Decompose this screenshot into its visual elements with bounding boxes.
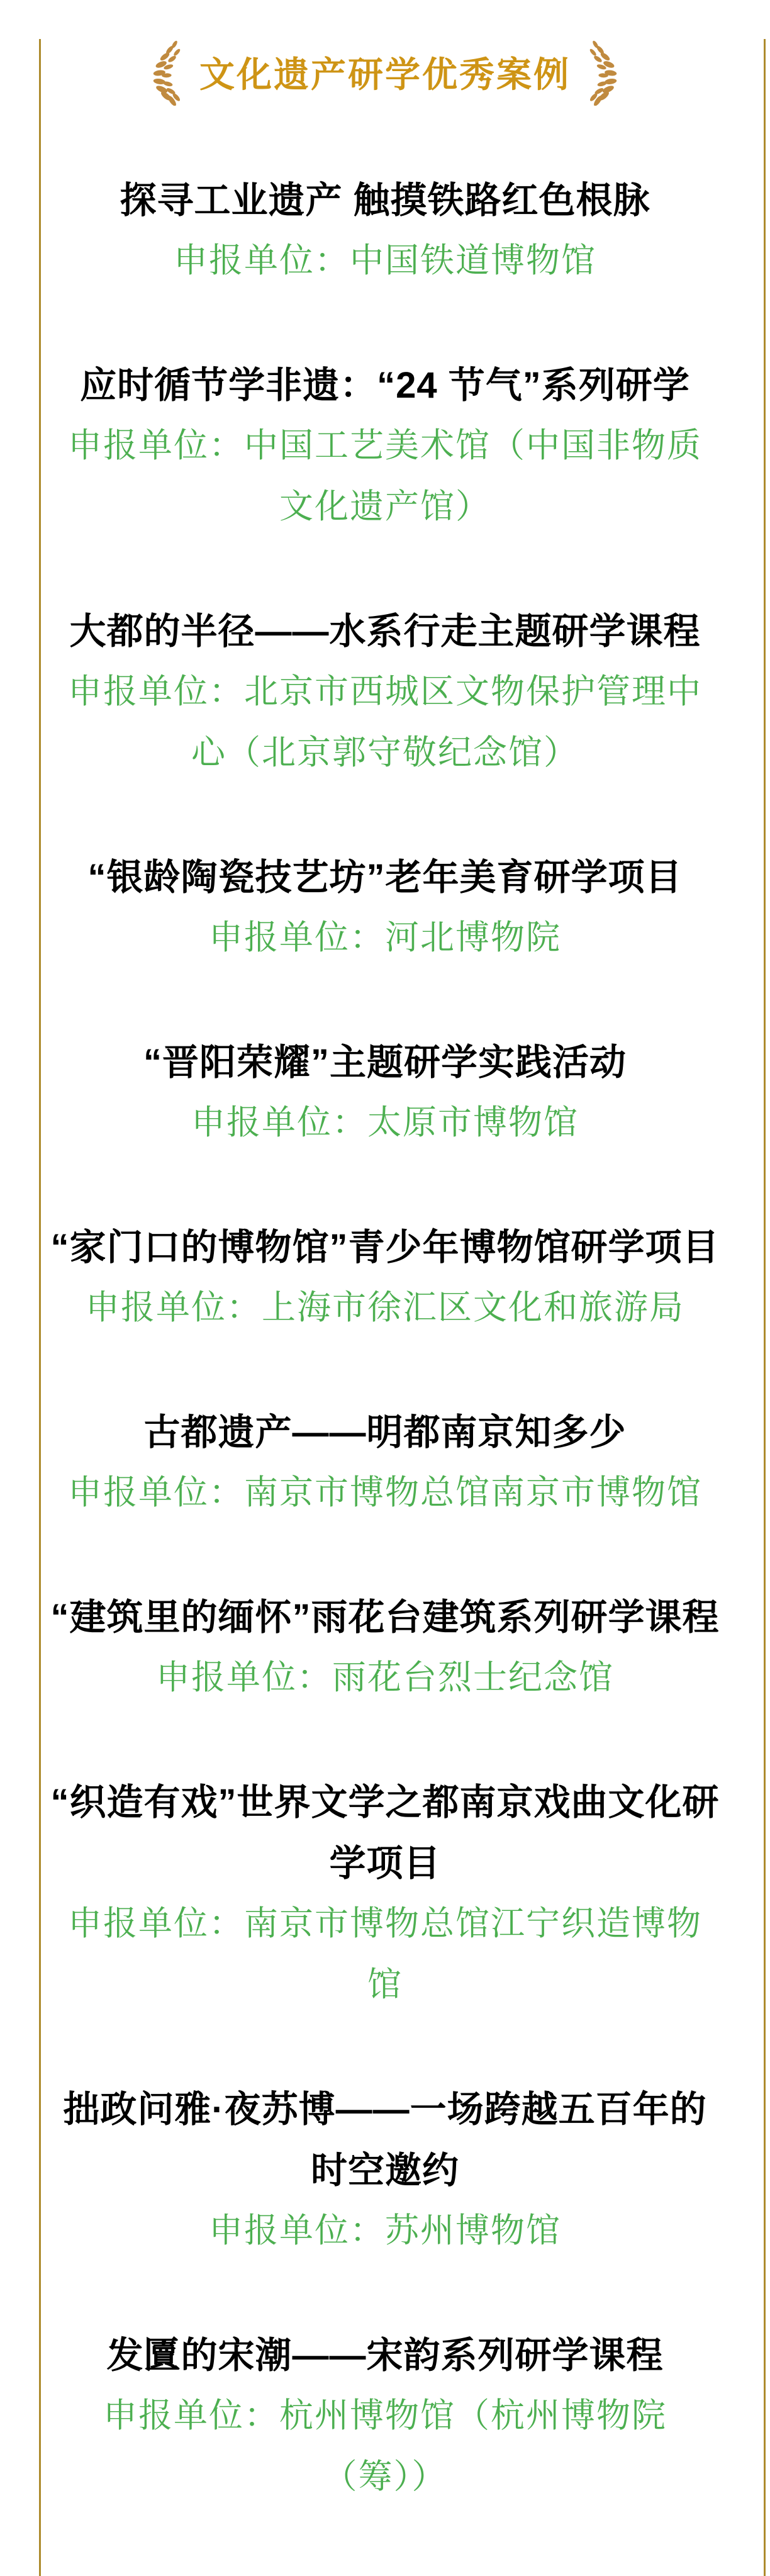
case-title-line: 古都遗产——明都南京知多少	[143, 1411, 627, 1453]
declaring-unit-line: 申报单位：上海市徐汇区文化和旅游局	[86, 1289, 684, 1326]
case-title-line: 应时循节学非遗：“24 节气”系列研学	[80, 364, 690, 406]
case-entry	[0, 843, 770, 965]
case-title-line: 探寻工业遗产 触摸铁路红色根脉	[120, 179, 650, 221]
declaring-unit-line: 申报单位：中国工艺美术馆（中国非物质	[68, 427, 702, 464]
case-entry	[0, 166, 770, 288]
declaring-unit-line: 申报单位：雨花台烈士纪念馆	[156, 1659, 614, 1696]
case-title-line: “建筑里的缅怀”雨花台建筑系列研学课程	[50, 1596, 720, 1638]
declaring-unit-line: 申报单位：苏州博物馆	[209, 2212, 561, 2249]
declaring-unit-line: 心（北京郭守敬纪念馆）	[191, 734, 579, 771]
declaring-unit-line: 申报单位：河北博物院	[209, 919, 561, 956]
case-entry	[0, 1213, 770, 1335]
wheat-ear-left-icon	[147, 39, 183, 106]
case-entry	[0, 1398, 770, 1520]
declaring-unit-line: 馆	[367, 1966, 403, 2003]
case-title-line: “晋阳荣耀”主题研学实践活动	[143, 1041, 627, 1083]
case-entry	[0, 2321, 770, 2504]
page-header	[0, 39, 770, 105]
case-title-line: 发匵的宋潮——宋韵系列研学课程	[106, 2334, 664, 2376]
case-entry	[0, 597, 770, 780]
case-entry	[0, 351, 770, 534]
case-entry	[0, 1583, 770, 1705]
case-title-line: 大都的半径——水系行走主题研学课程	[69, 610, 701, 652]
case-title-line: “织造有戏”世界文学之都南京戏曲文化研	[50, 1781, 720, 1823]
declaring-unit-line: 申报单位：南京市博物总馆南京市博物馆	[68, 1474, 702, 1511]
left-gold-border	[39, 39, 41, 2576]
case-entry	[0, 1768, 770, 2012]
declaring-unit-line: 申报单位：中国铁道博物馆	[174, 242, 596, 279]
declaring-unit-line: 申报单位：杭州博物馆（杭州博物院	[103, 2397, 667, 2434]
case-title-line: “银龄陶瓷技艺坊”老年美育研学项目	[87, 856, 683, 898]
case-title-line: 学项目	[329, 1842, 441, 1884]
case-title-line: “家门口的博物馆”青少年博物馆研学项目	[50, 1226, 720, 1268]
declaring-unit-line: （筹））	[323, 2458, 447, 2495]
wheat-ear-right-icon	[587, 39, 623, 106]
case-entry	[0, 2075, 770, 2258]
declaring-unit-line: 申报单位：太原市博物馆	[191, 1104, 579, 1141]
declaring-unit-line: 申报单位：北京市西城区文物保护管理中	[68, 673, 702, 710]
case-entry	[0, 1028, 770, 1150]
declaring-unit-line: 文化遗产馆）	[279, 488, 491, 525]
right-gold-border	[764, 39, 766, 2576]
case-list	[0, 166, 770, 2504]
case-title-line: 时空邀约	[310, 2149, 459, 2191]
declaring-unit-line: 申报单位：南京市博物总馆江宁织造博物	[68, 1905, 702, 1942]
page-title: 文化遗产研学优秀案例	[199, 54, 571, 94]
case-title-line: 拙政问雅·夜苏博——一场跨越五百年的	[63, 2088, 707, 2130]
